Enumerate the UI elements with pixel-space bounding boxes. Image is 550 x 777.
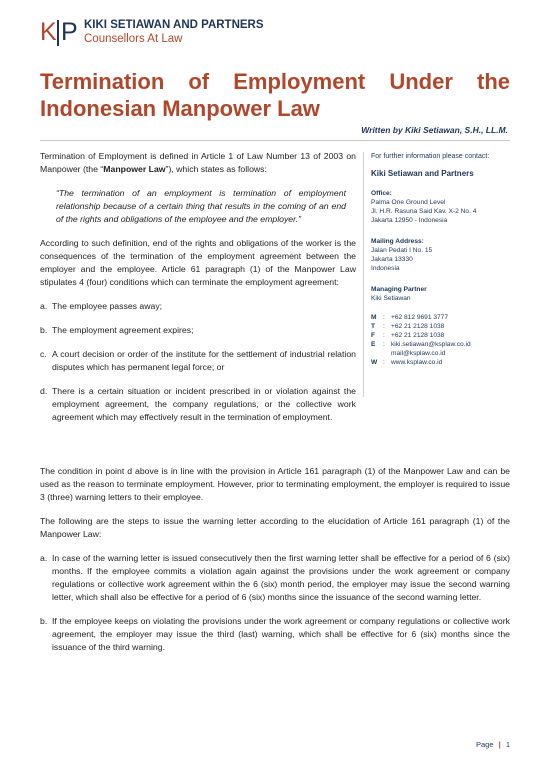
partner-label: Managing Partner <box>371 286 427 293</box>
list-item: a. In case of the warning letter is issued consecutively then the first warning letter shall be effective for a period of 6 (six) months. If the employee commits a violation again against the provisions under the work agreement or company regulations or collective work agreement within the 6 (six) month period, the employer may issue the second warning letter, which shall also be effective for a period of 6 (six) months since the issuance of the second warning letter. <box>40 553 510 602</box>
logo-letter-k: K <box>40 18 57 46</box>
logo-mark <box>40 18 80 46</box>
contact-row-email-alt: mail@ksplaw.co.id <box>391 350 446 357</box>
mailing-line: Indonesia <box>371 265 400 272</box>
contact-row-website: W : www.ksplaw.co.id <box>371 359 443 366</box>
article-body-continued <box>40 465 510 665</box>
title-divider <box>40 140 510 141</box>
list-item: b. If the employee keeps on violating the provisions under the work agreement or company regulations or collective work agreement, the employer may issue the third (last) warning, which shall be effective for 6 (six) months since the issuance of the third warning. <box>40 616 510 652</box>
intro-paragraph <box>40 150 356 176</box>
steps-list <box>40 552 510 654</box>
conditions-paragraph: According to such definition, end of the rights and obligations of the worker is the consequences of the termination of the employment agreement between the employer and the employee. Article 61 paragraph (1) of the Manpower Law stipulates 4 (four) conditions which can terminate the employment agreement: <box>40 238 356 287</box>
steps-paragraph: The following are the steps to issue the warning letter according to the elucidation of Article 161 paragraph (1) of the Manpower Law: <box>40 516 510 539</box>
contact-list <box>371 313 521 367</box>
page-number: 1 <box>505 740 510 749</box>
logo-divider <box>57 20 59 46</box>
office-label: Office: <box>371 190 392 197</box>
definition-quote: “The termination of an employment is termination of employment relationship because of a certain thing that results in the coming of an end of the rights and obligations of the employee and the employer.” <box>56 188 346 224</box>
contact-row-email: E : kiki.setiawan@ksplaw.co.id <box>371 341 471 348</box>
intro-text: Termination of Employment is defined in Article 1 of Law Number 13 of 2003 on Manpower (the “Manpower Law”), which states as follows: <box>40 151 356 174</box>
logo-letter-p: P <box>61 18 78 46</box>
list-item: c. A court decision or order of the institute for the settlement of industrial relation disputes which has permanent legal force; or <box>40 349 356 372</box>
contact-row-fax: F : +62 21 2128 1038 <box>371 332 445 339</box>
office-line: Palma One Ground Level <box>371 199 446 206</box>
warning-paragraph: The condition in point d above is in line with the provision in Article 161 paragraph (1) of the Manpower Law and can be used as the reason to terminate employment. However, prior to terminating employment, the employer is required to issue 3 (three) warning letters to their employee. <box>40 466 510 502</box>
sidebar-divider <box>363 152 364 397</box>
page-separator: | <box>498 740 501 749</box>
firm-tagline: Counsellors At Law <box>84 33 183 45</box>
sidebar-heading: For further information please contact: <box>371 153 490 160</box>
list-item: a. The employee passes away; <box>40 301 163 311</box>
mailing-label: Mailing Address: <box>371 238 424 245</box>
contact-row-mobile: M : +62 812 9691 3777 <box>371 314 449 321</box>
firm-logo <box>40 18 264 47</box>
contact-row-telephone: T : +62 21 2128 1038 <box>371 323 445 330</box>
partner-name: Kiki Setiawan <box>371 295 411 302</box>
article-body <box>40 150 356 435</box>
mailing-line: Jalan Pedati I No. 15 <box>371 247 433 254</box>
sidebar-firm-name: Kiki Setiawan and Partners <box>371 169 474 178</box>
article-title: Termination of Employment Under the Indonesian Manpower Law <box>40 69 510 121</box>
office-line: Jl. H.R. Rasuna Said Kav. X-2 No. 4 <box>371 208 477 215</box>
office-line: Jakarta 12950 - Indonesia <box>371 217 448 224</box>
article-byline: Written by Kiki Setiawan, S.H., LL.M. <box>361 125 508 135</box>
mailing-line: Jakarta 13330 <box>371 256 413 263</box>
list-item: b. The employment agreement expires; <box>40 325 194 335</box>
page-label: Page <box>476 740 494 749</box>
list-item: d. There is a certain situation or incident prescribed in or violation against the employment agreement, the company regulations, or the collective work agreement which may effectively result in the termination of employment. <box>40 386 356 422</box>
contact-sidebar <box>371 152 521 367</box>
firm-name: KIKI SETIAWAN AND PARTNERS <box>84 19 264 31</box>
page-footer <box>476 740 510 749</box>
conditions-list <box>40 300 356 424</box>
